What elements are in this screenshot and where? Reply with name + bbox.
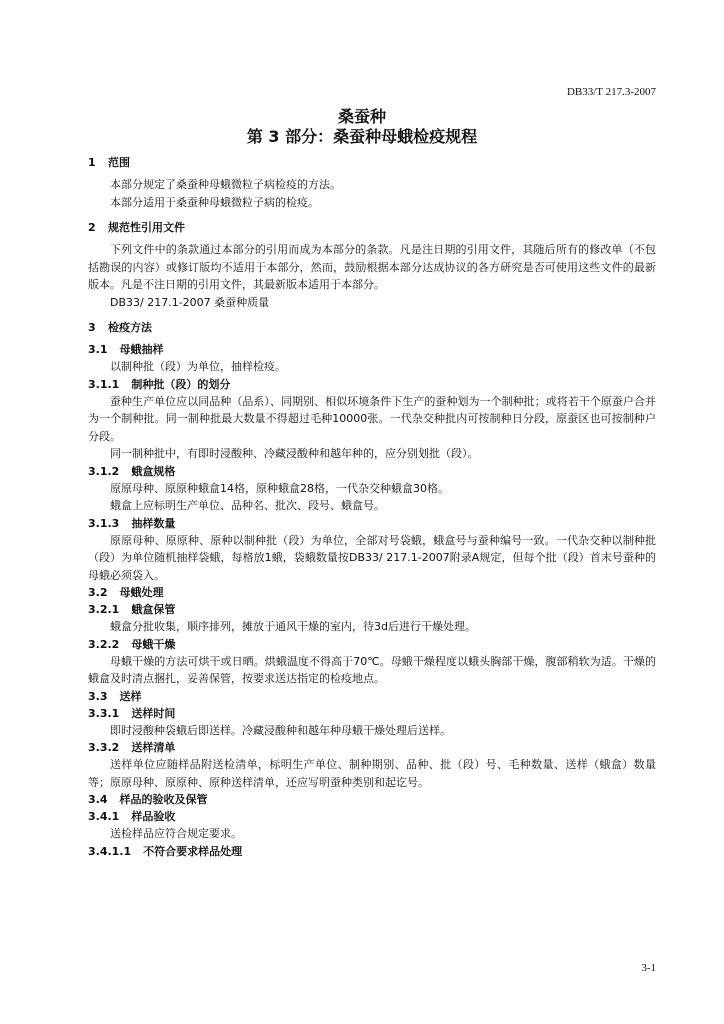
section-heading — [88, 341, 656, 358]
section-title: 规范性引用文件 — [108, 221, 185, 234]
section-title: 制种批（段）的划分 — [131, 377, 231, 391]
section-title: 母蛾处理 — [119, 586, 164, 599]
section-title: 不符合要求样品处理 — [143, 844, 243, 858]
section-number: 3.1.2 — [88, 464, 120, 478]
section-title: 母蛾干燥 — [131, 637, 176, 651]
section-heading — [88, 601, 656, 618]
paragraph: 即时浸酸种袋蛾后即送样。冷藏浸酸种和越年种母蛾干燥处理后送样。 — [110, 723, 451, 737]
paragraph: 母蛾干燥的方法可烘干或日晒。烘蛾温度不得高于70℃。母蛾干燥程度以蛾头胸部干燥，腹部稍软为适。干燥的蛾盒及时清点捆扎，妥善保管，按要求送达指定的检疫地点。 — [88, 654, 656, 685]
section-title: 抽样数量 — [131, 516, 176, 530]
paragraph: DB33/ 217.1-2007 桑蚕种质量 — [110, 295, 270, 309]
paragraph: 送检样品应符合规定要求。 — [110, 827, 242, 840]
paragraph: 原原母种、原原种蛾盒14格，原种蛾盒28格，一代杂交种蛾盒30格。 — [110, 481, 449, 495]
paragraph: 本部分规定了桑蚕种母蛾微粒子病检疫的方法。 — [110, 178, 341, 191]
section-number: 3.2 — [88, 586, 108, 599]
section-number: 2 — [88, 221, 96, 234]
section-heading — [88, 463, 656, 480]
paragraph: 同一制种批中，有即时浸酸种、冷藏浸酸种和越年种的，应分别划批（段）。 — [110, 447, 479, 460]
document-subtitle: 第 3 部分：桑蚕种母蛾检疫规程 — [246, 127, 478, 146]
page-number: 3-1 — [641, 962, 656, 974]
section-number: 3.4.1.1 — [88, 844, 132, 858]
section-heading — [88, 636, 656, 653]
paragraph: 送样单位应随样品附送检清单，标明生产单位、制种期别、品种、批（段）号、毛种数量、送样（蛾盒）数量等；原原母种、原原种、原种送样清单，还应写明蚕种类别和起讫号。 — [88, 758, 656, 789]
section-number: 3.2.1 — [88, 603, 120, 616]
section-number: 3 — [88, 321, 96, 334]
paragraph: 蛾盒上应标明生产单位、品种名、批次、段号、蛾盒号。 — [110, 499, 385, 512]
section-title: 样品验收 — [131, 810, 176, 823]
paragraph: 蚕种生产单位应以同品种（品系）、同期别、相似环境条件下生产的蚕种划为一个制种批；或将若干个原蚕户合并为一个制种批。同一制种批最大数量不得超过毛种10000张。一代杂交种批内可按制种日分段，原蚕区也可按制种户分段。 — [88, 394, 656, 443]
paragraph: 蛾盒分批收集，顺序排列，摊放于通风干燥的室内，待3d后进行干燥处理。 — [110, 620, 476, 633]
section-heading — [88, 319, 656, 336]
section-number: 3.3 — [88, 689, 108, 703]
standard-number: DB33/T 217.3-2007 — [566, 86, 656, 98]
section-heading — [88, 515, 656, 532]
section-number: 3.1.3 — [88, 516, 120, 530]
section-heading — [88, 705, 656, 722]
section-heading — [88, 584, 656, 601]
section-number: 3.4 — [88, 793, 108, 806]
section-title: 母蛾抽样 — [119, 343, 164, 356]
section-heading — [88, 688, 656, 705]
section-number: 1 — [88, 156, 96, 169]
section-title: 送样时间 — [131, 706, 176, 720]
section-number: 3.2.2 — [88, 637, 120, 651]
section-number: 3.1.1 — [88, 377, 120, 391]
section-number: 3.4.1 — [88, 810, 120, 823]
section-number: 3.3.2 — [88, 741, 120, 754]
section-number: 3.3.1 — [88, 706, 120, 720]
section-title: 蛾盒保管 — [131, 603, 176, 616]
section-title: 送样 — [119, 689, 142, 703]
section-title: 检疫方法 — [108, 321, 152, 334]
section-number: 3.1 — [88, 343, 108, 356]
section-heading — [88, 808, 656, 825]
paragraph: 本部分适用于桑蚕种母蛾微粒子病的检疫。 — [110, 195, 319, 209]
paragraph: 原原母种、原原种、原种以制种批（段）为单位，全部对号袋蛾，蛾盒号与蚕种编号一致。一代杂交种以制种批（段）为单位随机抽样袋蛾，每格放1蛾，袋蛾数量按DB33/ 217.1-2007附录A规定，但每个批（段）首末号蚕种的母蛾必须袋入。 — [88, 533, 656, 582]
paragraph: 以制种批（段）为单位，抽样检疫。 — [110, 360, 286, 373]
document-title: 桑蚕种 — [337, 107, 386, 126]
section-title: 样品的验收及保管 — [119, 793, 208, 806]
section-heading — [88, 219, 656, 236]
section-heading — [88, 739, 656, 756]
section-heading — [88, 791, 656, 808]
section-title: 送样清单 — [131, 741, 176, 754]
paragraph: 下列文件中的条款通过本部分的引用而成为本部分的条款。凡是注日期的引用文件，其随后所有的修改单（不包括勘误的内容）或修订版均不适用于本部分，然而，鼓励根据本部分达成协议的各方研究是否可使用这些文件的最新版本。凡是不注日期的引用文件，其最新版本适用于本部分。 — [88, 243, 656, 291]
document-body — [88, 146, 656, 860]
section-title: 蛾盒规格 — [131, 464, 176, 478]
section-heading — [88, 843, 656, 860]
section-title: 范围 — [108, 156, 130, 169]
section-heading — [88, 154, 656, 171]
section-heading — [88, 376, 656, 393]
